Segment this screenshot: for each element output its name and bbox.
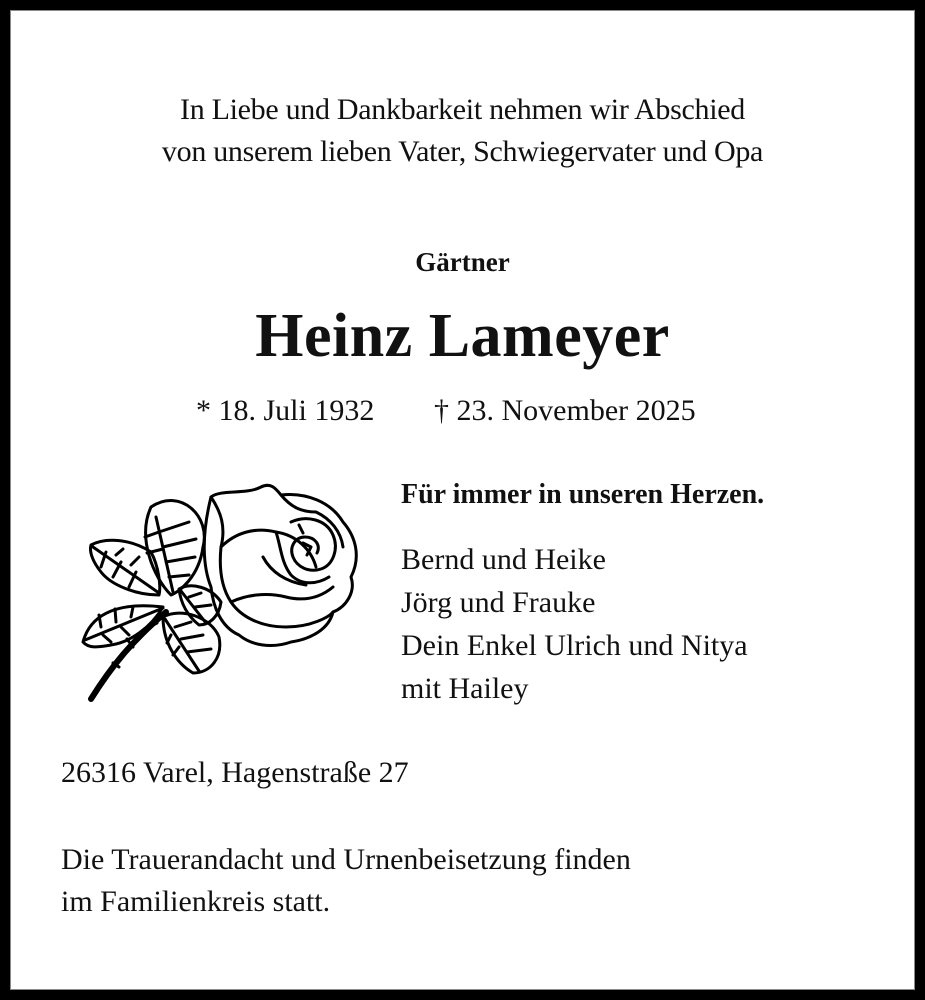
mourner-entry: Bernd und Heike (401, 543, 606, 576)
ceremony-line: im Familienkreis statt. (61, 885, 331, 918)
mourners-list (401, 538, 748, 710)
deceased-name: Heinz Lameyer (255, 302, 670, 370)
ceremony-notice (61, 839, 631, 923)
mourner-entry: Jörg und Frauke (401, 586, 596, 619)
birth-date: * 18. Juli 1932 (196, 394, 375, 427)
rose-illustration-icon (71, 477, 361, 707)
memorial-motto: Für immer in unseren Herzen. (401, 479, 765, 510)
mourner-entry: Dein Enkel Ulrich und Nitya (401, 629, 748, 662)
mourner-entry: mit Hailey (401, 672, 529, 705)
life-dates (11, 394, 914, 434)
obituary-notice (10, 10, 915, 990)
death-date: † 23. November 2025 (434, 394, 696, 427)
family-address: 26316 Varel, Hagenstraße 27 (61, 756, 409, 789)
intro-text (11, 89, 914, 173)
occupation: Gärtner (415, 247, 510, 277)
intro-line: In Liebe und Dankbarkeit nehmen wir Abschied (180, 93, 745, 126)
ceremony-line: Die Trauerandacht und Urnenbeisetzung finden (61, 843, 631, 876)
intro-line: von unserem lieben Vater, Schwiegervater und Opa (161, 135, 764, 168)
